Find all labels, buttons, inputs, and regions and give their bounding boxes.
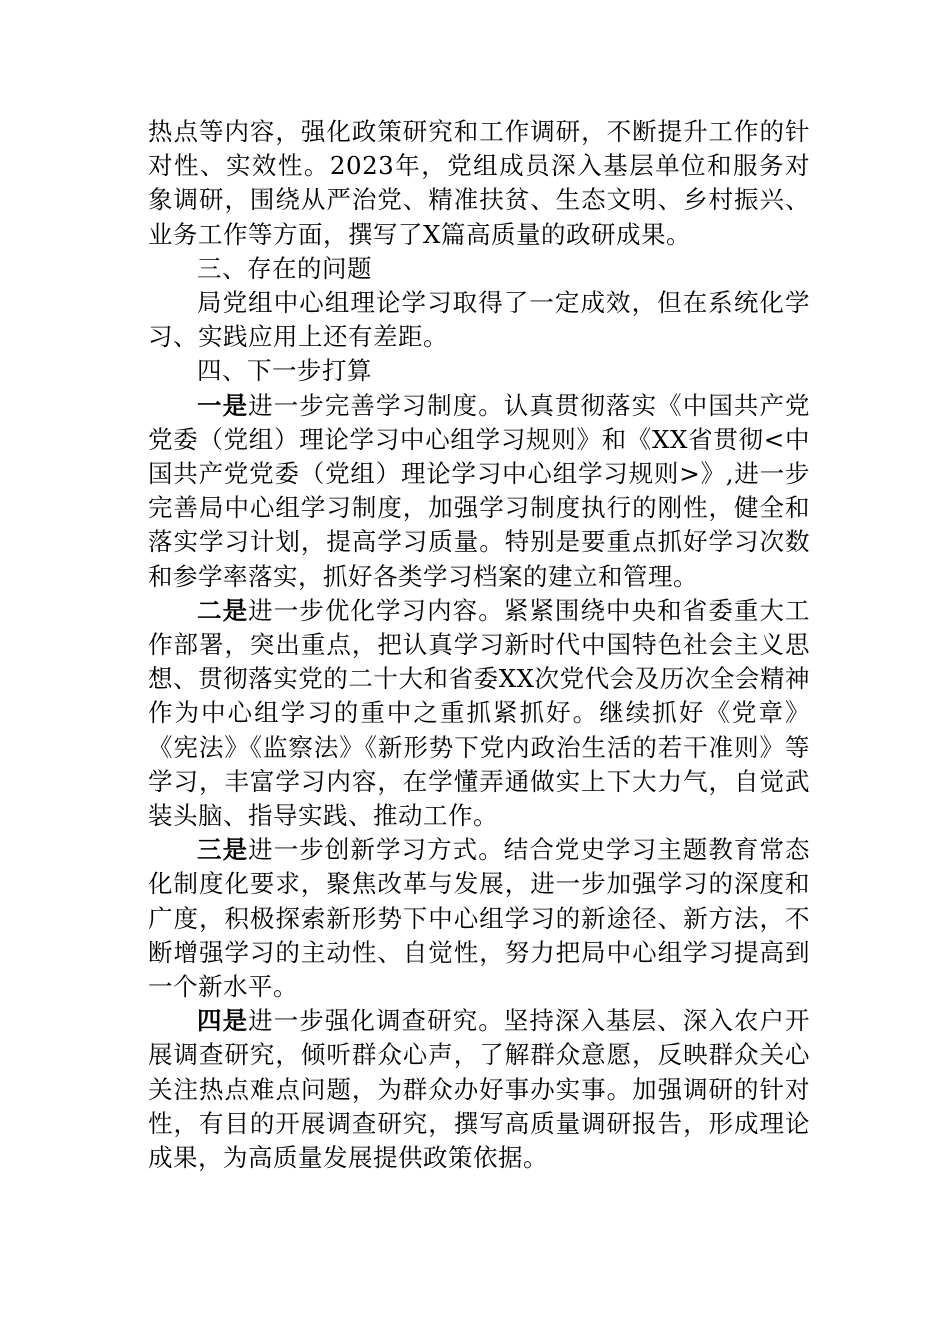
item-1-text: 进一步完善学习制度。认真贯彻落实《中国共产党党委（党组）理论学习中心组学习规则》和《XX省贯彻<中国共产党党委（党组）理论学习中心组学习规则>》,进一步完善局中心组学习制度，加强学习制度执行的刚性，健全和落实学习计划，提高学习质量。特别是要重点抓好学习次数和参学率落实，抓好各类学习档案的建立和管理。 xyxy=(148,390,811,591)
paragraph-problems: 局党组中心组理论学习取得了一定成效，但在系统化学习、实践应用上还有差距。 xyxy=(148,288,810,352)
section-heading-next-steps: 四、下一步打算 xyxy=(197,356,372,386)
item-2-lead: 二是 xyxy=(197,595,249,625)
paragraph-item-1 xyxy=(148,389,810,594)
item-4-lead: 四是 xyxy=(197,1006,249,1036)
paragraph-item-3 xyxy=(148,833,810,1004)
item-1-lead: 一是 xyxy=(197,390,249,420)
item-3-lead: 三是 xyxy=(197,835,249,865)
paragraph-item-4 xyxy=(148,1004,810,1175)
item-2-text: 进一步优化学习内容。紧紧围绕中央和省委重大工作部署，突出重点，把认真学习新时代中国特色社会主义思想、贯彻落实党的二十大和省委XX次党代会及历次全会精神作为中心组学习的重中之重抓紧抓好。继续抓好《党章》《宪法》《监察法》《新形势下党内政治生活的若干准则》等学习，丰富学习内容，在学懂弄通做实上下大力气，自觉武装头脑、指导实践、推动工作。 xyxy=(148,595,811,831)
paragraph-research-continued: 热点等内容，强化政策研究和工作调研，不断提升工作的针对性、实效性。2023年，党组成员深入基层单位和服务对象调研，围绕从严治党、精准扶贫、生态文明、乡村振兴、业务工作等方面，撰写了X篇高质量的政研成果。 xyxy=(148,117,810,249)
section-heading-problems: 三、存在的问题 xyxy=(197,253,372,283)
item-3-text: 进一步创新学习方式。结合党史学习主题教育常态化制度化要求，聚焦改革与发展，进一步加强学习的深度和广度，积极探索新形势下中心组学习的新途径、新方法，不断增强学习的主动性、自觉性，努力把局中心组学习提高到一个新水平。 xyxy=(148,835,811,1002)
document-page xyxy=(148,115,810,1175)
item-4-text: 进一步强化调查研究。坚持深入基层、深入农户开展调查研究，倾听群众心声，了解群众意愿，反映群众关心关注热点难点问题，为群众办好事办实事。加强调研的针对性，有目的开展调查研究，撰写高质量调研报告，形成理论成果，为高质量发展提供政策依据。 xyxy=(148,1006,811,1173)
paragraph-item-2 xyxy=(148,594,810,833)
